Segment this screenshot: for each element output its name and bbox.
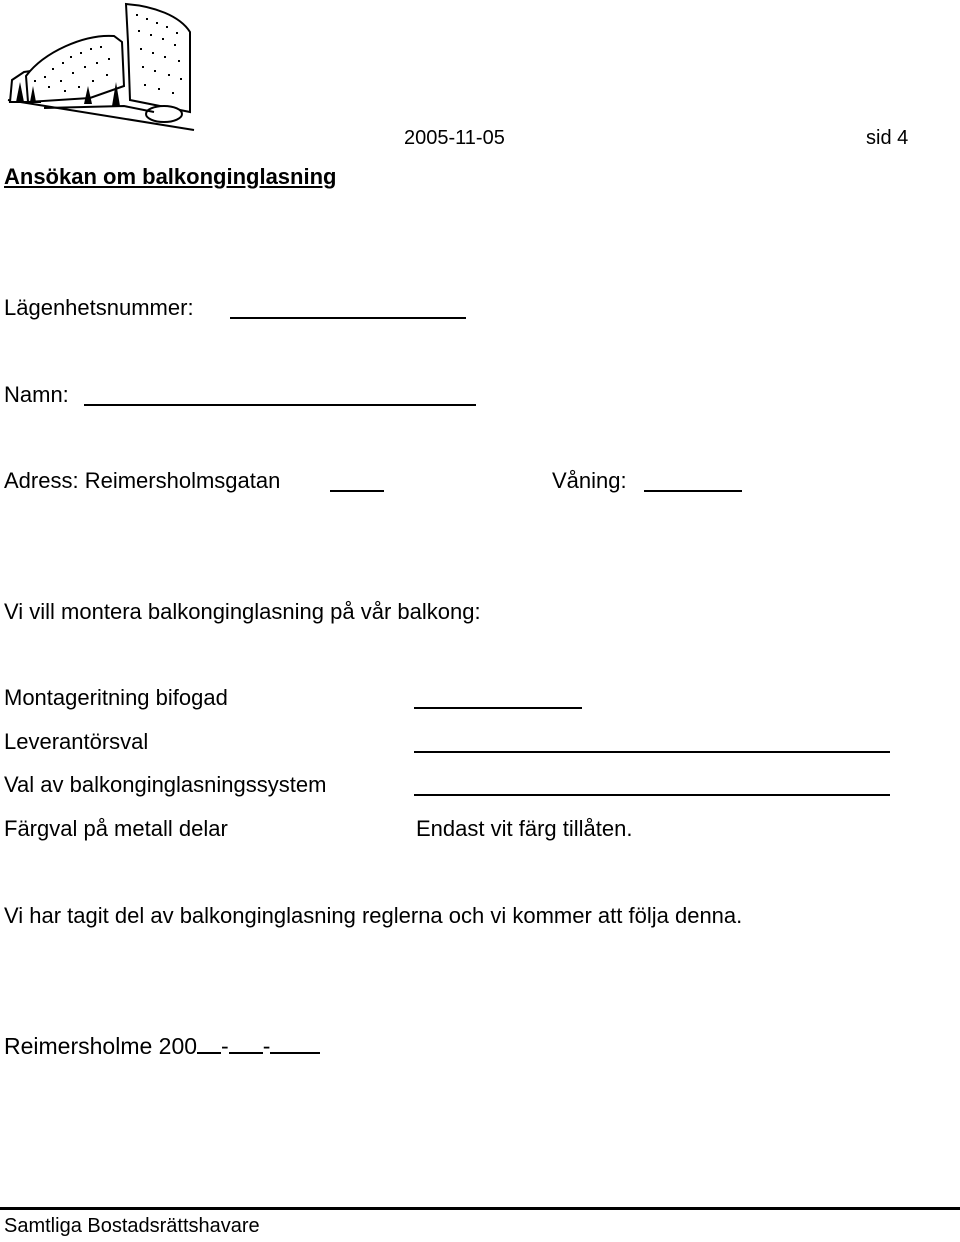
supplier-field[interactable] — [414, 751, 890, 753]
date-separator: - — [221, 1033, 229, 1059]
month-field[interactable] — [229, 1051, 263, 1054]
row-label-supplier: Leverantörsval — [4, 729, 149, 754]
agreement-text: Vi har tagit del av balkonginglasning reglerna och vi kommer att följa denna. — [4, 903, 743, 928]
street-number-field[interactable] — [330, 490, 384, 492]
signature-label: Samtliga Bostadsrättshavare — [4, 1215, 260, 1237]
year-field[interactable] — [197, 1051, 221, 1054]
drawing-attached-field[interactable] — [414, 707, 582, 709]
name-field[interactable] — [84, 404, 476, 406]
floor-label: Våning: — [552, 468, 627, 493]
signature-line[interactable] — [0, 1207, 960, 1210]
apartment-number-field[interactable] — [230, 317, 466, 319]
intro-text: Vi vill montera balkonginglasning på vår balkong: — [4, 599, 481, 624]
document-title: Ansökan om balkonginglasning — [4, 164, 337, 189]
document-date: 2005-11-05 — [404, 127, 505, 149]
apartment-number-label: Lägenhetsnummer: — [4, 295, 194, 320]
system-field[interactable] — [414, 794, 890, 796]
address-label: Adress: Reimersholmsgatan — [4, 468, 281, 493]
place-text: Reimersholme 200 — [4, 1033, 198, 1059]
page-number: sid 4 — [866, 127, 909, 149]
floor-field[interactable] — [644, 490, 742, 492]
row-label-color: Färgval på metall delar — [4, 816, 228, 841]
place-date — [4, 1035, 320, 1058]
name-label: Namn: — [4, 382, 69, 407]
color-rule-text: Endast vit färg tillåten. — [416, 816, 633, 841]
day-field[interactable] — [270, 1051, 320, 1054]
row-label-drawing: Montageritning bifogad — [4, 685, 228, 710]
association-logo — [4, 2, 196, 134]
date-separator: - — [262, 1033, 271, 1059]
row-label-system: Val av balkonginglasningssystem — [4, 772, 327, 797]
